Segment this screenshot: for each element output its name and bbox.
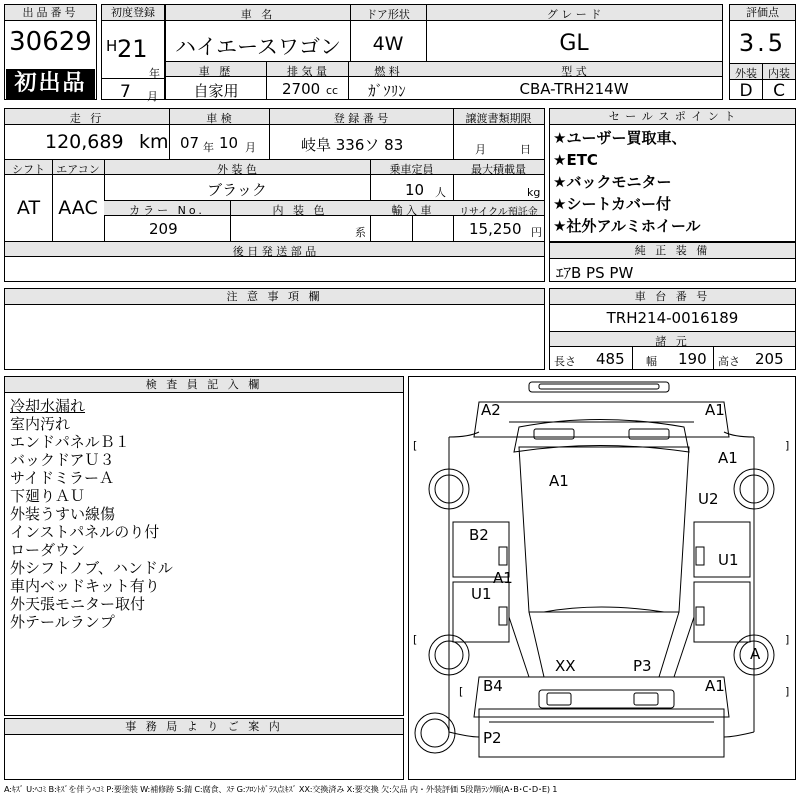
insp-year-unit: 年: [203, 141, 214, 154]
vehicle-info-box: [165, 4, 723, 100]
displacement-unit: cc: [326, 84, 339, 97]
first-listing-badge: 初出品: [6, 69, 95, 99]
mark-rear-window: XX: [555, 657, 576, 675]
grade: GL: [559, 31, 589, 56]
lot-label: 出品番号: [5, 5, 96, 21]
sales-points-box: [549, 108, 796, 242]
sales-points-list: [553, 127, 793, 237]
seats: 10: [405, 181, 425, 199]
legend: A:ｷｽﾞ U:ﾍｺﾐ B:ｷｽﾞを伴うﾍｺﾐ P:要塗装 W:補修跡 S:錆 C:腐食、ｽﾃ G:ﾌﾛﾝﾄｶﾞﾗｽ点ｷｽﾞ XX:交換済み X:要交換 欠:欠品 内・外装評価 5段階ﾗﾝｸ順(A･B･C･D･E) 1: [4, 784, 558, 794]
int-grade: C: [773, 81, 785, 101]
mark-windshield: A1: [549, 472, 569, 490]
inspector-line: エンドパネルＢ１: [10, 433, 130, 451]
ac: AAC: [58, 197, 98, 219]
first-reg-month-unit: 月: [147, 90, 158, 103]
inspector-line: サイドミラーＡ: [10, 469, 114, 487]
history: 自家用: [193, 82, 239, 100]
int-color-suffix: 系: [355, 226, 366, 239]
width: 190: [678, 350, 707, 368]
mark-left-front: B2: [469, 526, 489, 544]
plate-label: 登 録 番 号: [333, 112, 389, 125]
mileage: 120,689: [45, 131, 124, 153]
door-label: ドア形状: [366, 8, 410, 21]
bracket-close-icon: ]: [785, 439, 790, 452]
bracket-close-icon: ]: [785, 685, 790, 698]
int-color-label: 内 装 色: [272, 204, 328, 217]
inspector-line: 外装うすい線傷: [10, 505, 116, 523]
history-label: 車 歴: [198, 65, 234, 78]
seats-unit: 人: [435, 186, 446, 199]
height: 205: [755, 350, 784, 368]
overall-score: 3.5: [738, 29, 787, 57]
mark-right-wheel: A: [750, 645, 761, 663]
exterior-color: ブラック: [207, 181, 267, 199]
insp-month-unit: 月: [245, 141, 256, 154]
chassis-number: TRH214-0016189: [606, 309, 739, 327]
mark-right-front: A1: [718, 449, 738, 467]
mileage-unit: km: [139, 131, 169, 153]
office-label: 事 務 局 よ り ご 案 内: [5, 719, 403, 735]
plate-number: 岐阜 336ソ 83: [301, 136, 404, 154]
score-box: [729, 4, 796, 100]
notes-label: 注 意 事 項 欄: [5, 289, 544, 305]
ac-label: エアコン: [56, 163, 100, 176]
chassis-label: 車 台 番 号: [550, 289, 795, 305]
equipment-label: 純 正 装 備: [550, 243, 795, 259]
displacement: 2700: [282, 80, 321, 98]
mark-rear-left: B4: [483, 677, 503, 695]
color-label: 外 装 色: [217, 163, 257, 176]
inspector-line: ローダウン: [10, 541, 86, 559]
damage-diagram: [408, 376, 796, 780]
sales-point-item: ★ETC: [553, 151, 598, 169]
model: CBA-TRH214W: [519, 80, 629, 98]
mileage-label: 走 行: [69, 112, 105, 125]
inspector-line: インストパネルのり付: [10, 523, 160, 541]
car-outline-diagram: [409, 377, 795, 779]
door-type: 4W: [372, 33, 404, 55]
color-number: 209: [149, 220, 178, 238]
transfer-day: 日: [520, 143, 531, 156]
dims-label: 諸 元: [655, 335, 690, 348]
mark-right-slide: U1: [718, 551, 739, 569]
color-no-label: カラー No.: [129, 204, 205, 217]
bracket-open-icon: [: [413, 633, 418, 646]
grade-label: グ レ ー ド: [546, 8, 602, 21]
first-reg-month: 7: [120, 82, 131, 102]
insp-month: 10: [219, 134, 239, 152]
seats-label: 乗車定員: [389, 163, 434, 176]
office-box: [4, 718, 404, 780]
model-label: 型 式: [561, 65, 587, 78]
inspector-line: 外天張モニター取付: [10, 595, 146, 613]
first-reg-label: 初度登録: [102, 5, 164, 21]
first-reg-year: 21: [117, 35, 148, 63]
int-grade-label: 内装: [768, 67, 790, 80]
mark-rear-right: A1: [705, 677, 725, 695]
ext-grade: D: [739, 81, 753, 101]
notes-box: [4, 288, 545, 370]
score-label: 評価点: [730, 5, 795, 21]
width-label: 幅: [646, 355, 657, 368]
inspection-label: 車 検: [206, 112, 232, 125]
equipment-value: ｴｱB PS PW: [556, 264, 634, 282]
height-label: 高さ: [718, 355, 740, 368]
transfer-label: 譲渡書類期限: [465, 112, 532, 125]
sales-point-item: ★シートカバー付: [553, 195, 671, 213]
mark-left-mid: A1: [493, 569, 513, 587]
recycle-label: リサイクル預託金: [459, 207, 538, 218]
details-box: [4, 108, 545, 282]
transfer-month: 月: [475, 143, 486, 156]
car-name: ハイエースワゴン: [174, 35, 342, 59]
equipment-box: [549, 242, 796, 282]
sales-point-item: ★ユーザー買取車、: [553, 129, 687, 147]
lot-number: 30629: [9, 27, 92, 57]
load-unit: kg: [527, 186, 541, 199]
inspector-line: 下廻りＡＵ: [10, 487, 86, 505]
sales-points-label: セ ー ル ス ポ イ ン ト: [550, 109, 795, 125]
shift-label: シフト: [12, 163, 45, 176]
first-reg-box: [101, 4, 165, 103]
mark-rear-bumper: P2: [483, 729, 502, 747]
sales-point-item: ★バックモニター: [553, 173, 672, 191]
fuel-label: 燃 料: [374, 65, 400, 78]
mark-left-rear: U1: [471, 585, 492, 603]
lot-box: [4, 4, 97, 100]
mark-right-front-door: U2: [698, 490, 719, 508]
insp-year: 07: [180, 134, 200, 152]
inspector-line: 外シフトノブ、ハンドル: [10, 559, 173, 577]
length-label: 長さ: [554, 355, 576, 368]
era: H: [106, 37, 118, 55]
inspector-line: 車内ベッドキット有り: [10, 577, 160, 595]
ext-grade-label: 外装: [735, 67, 757, 80]
chassis-box: [549, 288, 796, 370]
displacement-label: 排 気 量: [287, 65, 327, 78]
inspector-label: 検 査 員 記 入 欄: [5, 377, 403, 393]
car-name-label: 車 名: [240, 8, 276, 21]
bracket-open-icon: [: [459, 685, 464, 698]
mark-rear-right-panel: P3: [633, 657, 652, 675]
length: 485: [596, 350, 625, 368]
recycle-unit: 円: [531, 226, 542, 239]
shift: AT: [16, 197, 41, 219]
first-reg-year-unit: 年: [149, 67, 160, 80]
import-label: 輸 入 車: [391, 204, 432, 217]
recycle-fee: 15,250: [469, 220, 522, 238]
inspector-line: 室内汚れ: [10, 415, 71, 433]
inspector-line: バックドアＵ３: [10, 451, 115, 469]
bracket-close-icon: ]: [785, 633, 790, 646]
inspector-box: [4, 376, 404, 716]
bracket-open-icon: [: [413, 439, 418, 452]
mark-front-right: A1: [705, 401, 725, 419]
later-parts-label: 後 日 発 送 部 品: [232, 245, 317, 258]
inspector-lines: [10, 397, 400, 631]
load-label: 最大積載量: [471, 163, 526, 176]
inspector-line: 冷却水漏れ: [10, 397, 86, 415]
inspector-line: 外テールランプ: [10, 613, 115, 631]
fuel: ｶﾞｿﾘﾝ: [368, 82, 406, 100]
sales-point-item: ★社外アルミホイール: [553, 217, 701, 235]
mark-front-left: A2: [481, 401, 501, 419]
